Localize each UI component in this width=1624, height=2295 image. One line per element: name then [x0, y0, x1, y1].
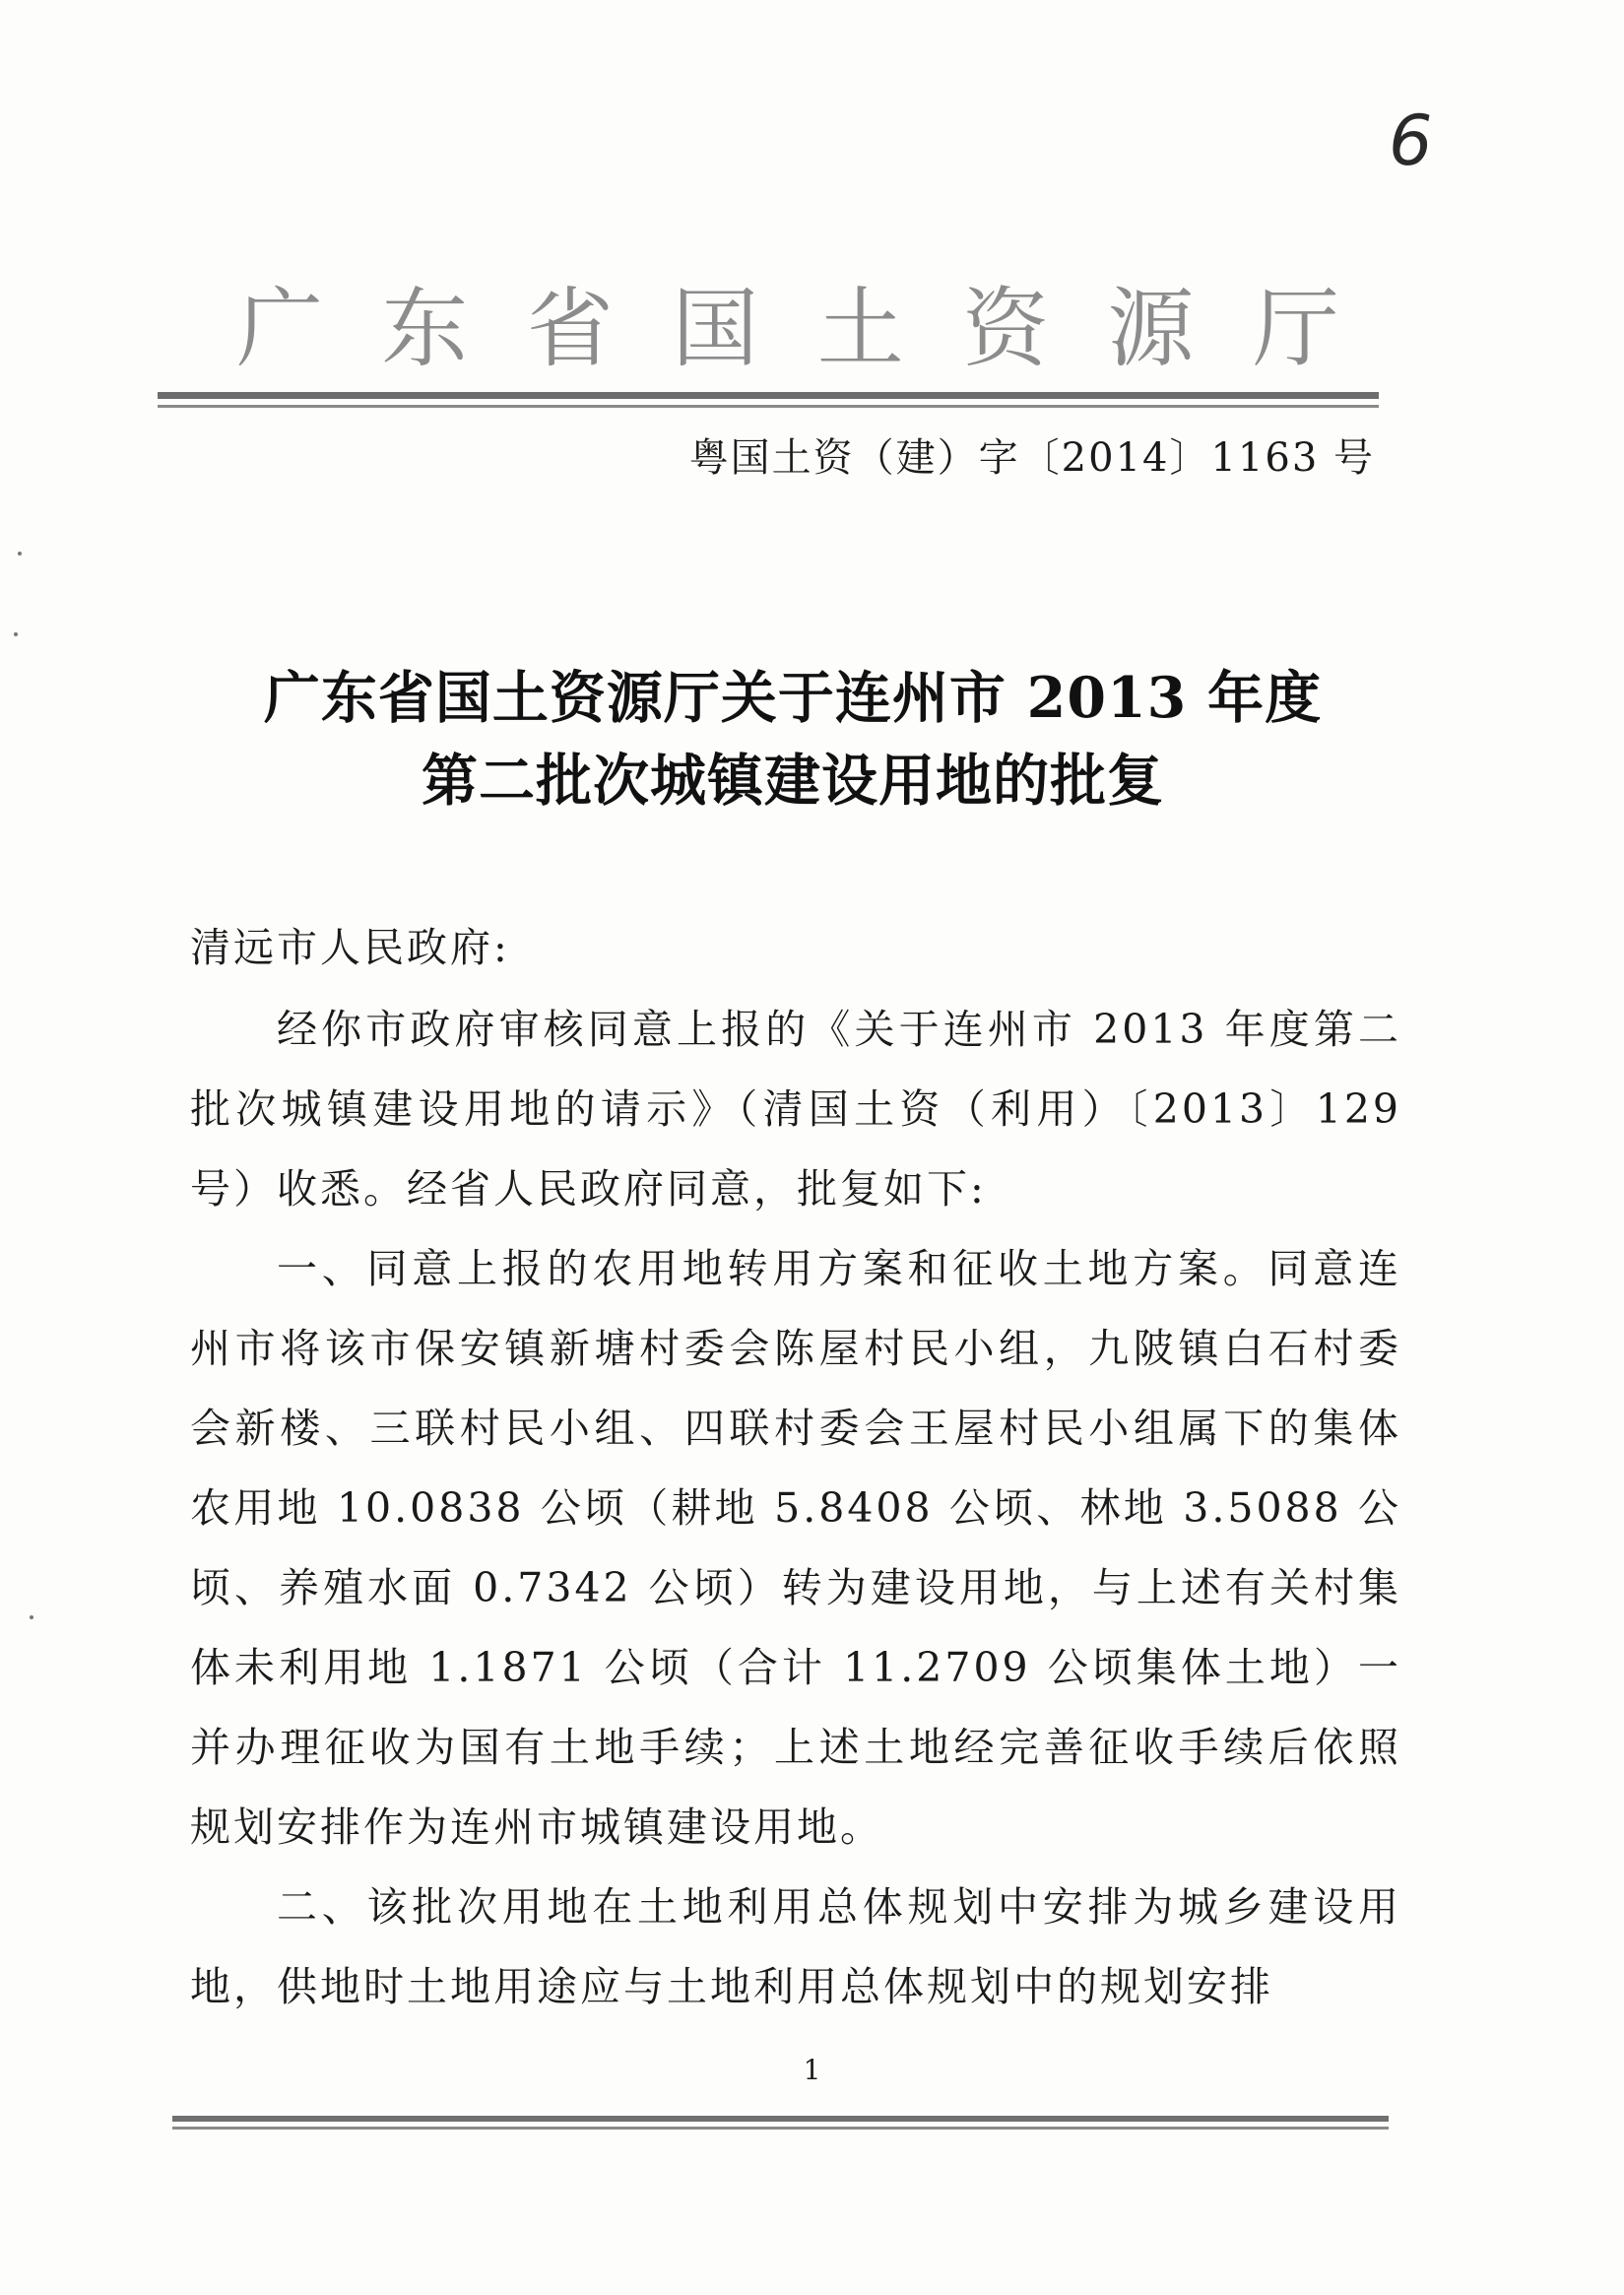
letterhead-char: 国 [672, 278, 759, 379]
document-title-line-1: 广东省国土资源厅关于连州市 2013 年度 [263, 665, 1323, 731]
scan-speck [30, 1615, 33, 1619]
letterhead-char: 厅 [1252, 278, 1339, 379]
letterhead-char: 广 [236, 278, 324, 379]
letterhead-char: 源 [1107, 278, 1195, 379]
footer-rule-thin [172, 2127, 1389, 2130]
letterhead-char: 东 [381, 278, 469, 379]
scan-speck [18, 552, 22, 556]
agency-letterhead [236, 278, 1339, 379]
addressee: 清远市人民政府: [190, 924, 510, 971]
document-body [190, 990, 1401, 2027]
letterhead-char: 资 [962, 278, 1050, 379]
document-number: 粤国土资（建）字〔2014〕1163 号 [688, 435, 1375, 481]
letterhead-char: 土 [816, 278, 904, 379]
letterhead-char: 省 [526, 278, 614, 379]
body-paragraph: 二、该批次用地在土地利用总体规划中安排为城乡建设用地，供地时土地用途应与土地利用总体规划中的规划安排 [190, 1883, 1401, 2010]
document-title-line-2: 第二批次城镇建设用地的批复 [422, 748, 1164, 814]
footer-rule [172, 2116, 1389, 2122]
page-number: 1 [803, 2054, 821, 2086]
handwritten-page-number: 6 [1389, 100, 1433, 181]
scan-speck [14, 632, 18, 636]
header-rule [158, 392, 1379, 399]
body-paragraph: 经你市政府审核同意上报的《关于连州市 2013 年度第二批次城镇建设用地的请示》（清国土资（利用）〔2013〕129 号）收悉。经省人民政府同意，批复如下: [190, 1006, 1401, 1213]
header-rule-thin [158, 405, 1379, 408]
body-paragraph: 一、同意上报的农用地转用方案和征收土地方案。同意连州市将该市保安镇新塘村委会陈屋村民小组，九陂镇白石村委会新楼、三联村民小组、四联村委会王屋村民小组属下的集体农用地 10.0838 公顷（耕地 5.8408 公顷、林地 3.5088 公顷、养殖水面 0.7342 公顷）转为建设用地，与上述有关村集体未利用地 1.1871 公顷（合计 11.2709 公顷集体土地）一并办理征收为国有土地手续；上述土地经完善征收手续后依照规划安排作为连州市城镇建设用地。 [190, 1245, 1401, 1851]
